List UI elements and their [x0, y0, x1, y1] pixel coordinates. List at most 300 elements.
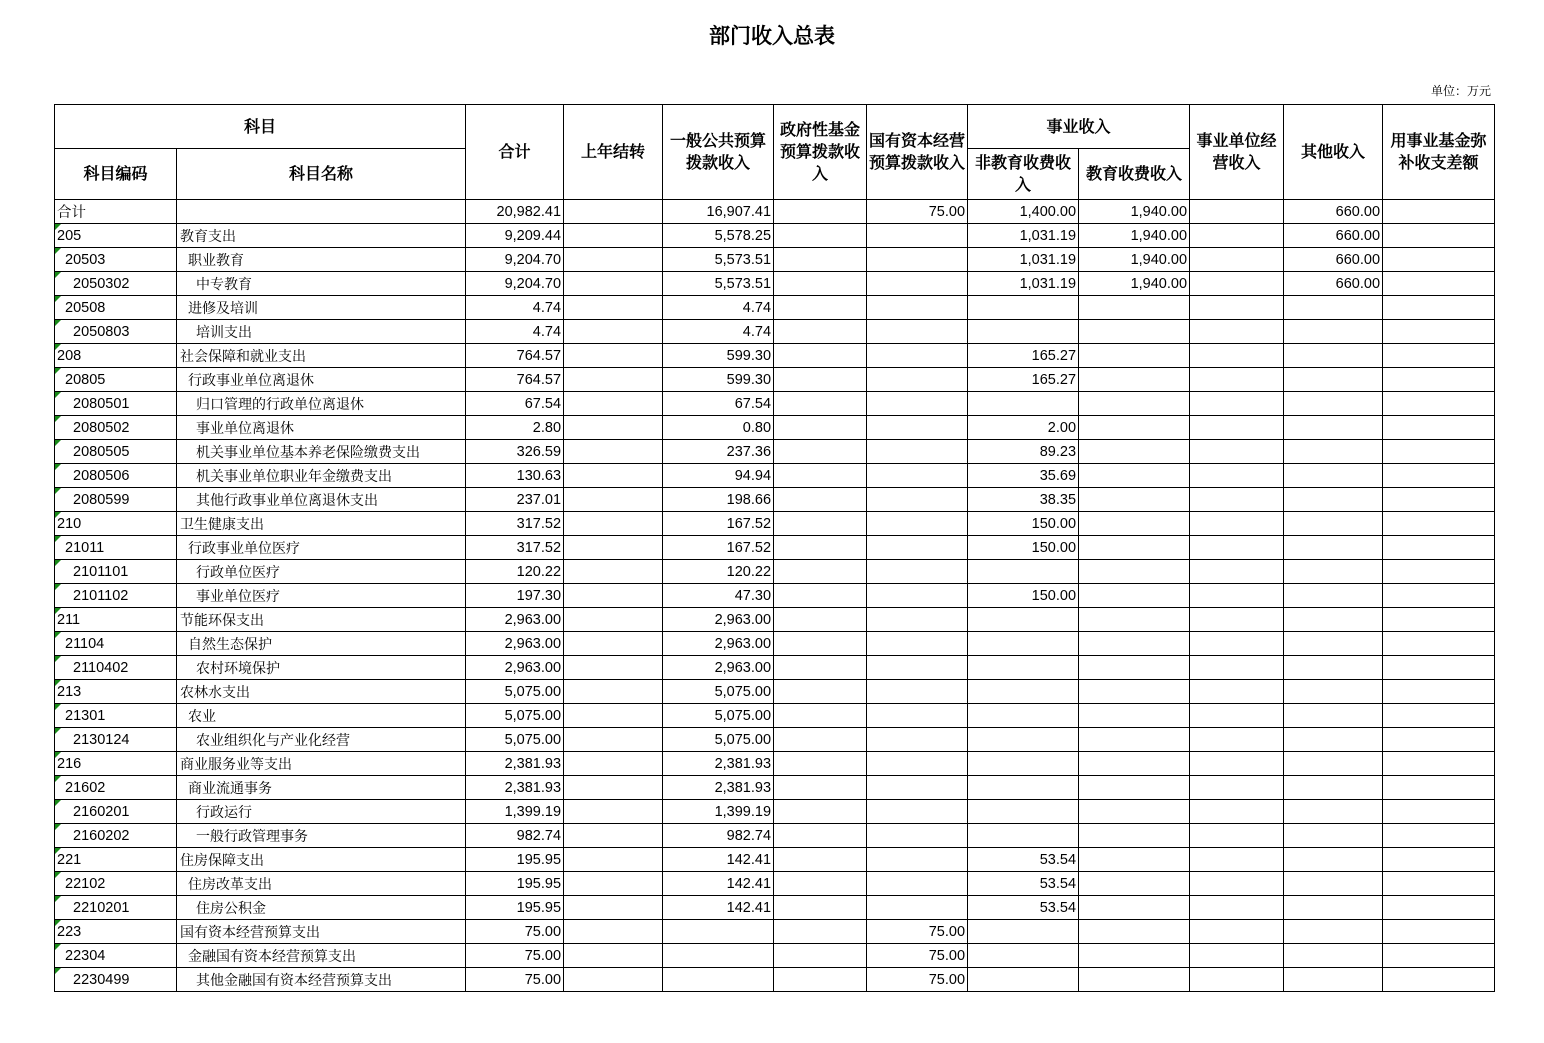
cell-non-edu-fee [968, 824, 1079, 848]
cell-state-capital [867, 320, 968, 344]
cell-code: 20805 [55, 368, 177, 392]
cell-total: 4.74 [466, 320, 564, 344]
cell-non-edu-fee: 35.69 [968, 464, 1079, 488]
cell-name: 住房改革支出 [177, 872, 466, 896]
cell-gov-fund [774, 536, 867, 560]
cell-name: 教育支出 [177, 224, 466, 248]
cell-gov-fund [774, 320, 867, 344]
cell-other-income: 660.00 [1284, 248, 1383, 272]
cell-state-capital [867, 728, 968, 752]
cell-non-edu-fee: 1,400.00 [968, 200, 1079, 224]
cell-name: 行政单位医疗 [177, 560, 466, 584]
cell-code: 2210201 [55, 896, 177, 920]
header-total: 合计 [466, 105, 564, 200]
cell-name: 农业 [177, 704, 466, 728]
cell-gov-fund [774, 968, 867, 992]
cell-total: 2,963.00 [466, 608, 564, 632]
header-fund-makeup: 用事业基金弥补收支差额 [1383, 105, 1495, 200]
table-row [55, 968, 1495, 992]
cell-total: 5,075.00 [466, 680, 564, 704]
cell-edu-fee [1079, 824, 1190, 848]
cell-fund-makeup [1383, 392, 1495, 416]
cell-gov-fund [774, 368, 867, 392]
cell-name: 事业单位离退休 [177, 416, 466, 440]
cell-total: 195.95 [466, 848, 564, 872]
cell-gov-fund [774, 248, 867, 272]
cell-total: 326.59 [466, 440, 564, 464]
cell-non-edu-fee: 53.54 [968, 872, 1079, 896]
cell-code: 22102 [55, 872, 177, 896]
cell-edu-fee [1079, 464, 1190, 488]
cell-general-budget: 2,963.00 [663, 632, 774, 656]
cell-non-edu-fee: 165.27 [968, 344, 1079, 368]
cell-total: 75.00 [466, 920, 564, 944]
cell-carryover [564, 968, 663, 992]
cell-total: 9,204.70 [466, 248, 564, 272]
cell-general-budget: 599.30 [663, 344, 774, 368]
cell-non-edu-fee: 89.23 [968, 440, 1079, 464]
cell-other-income [1284, 656, 1383, 680]
cell-fund-makeup [1383, 272, 1495, 296]
cell-gov-fund [774, 584, 867, 608]
cell-code: 2080502 [55, 416, 177, 440]
cell-total: 2,963.00 [466, 632, 564, 656]
cell-other-income [1284, 584, 1383, 608]
cell-general-budget: 4.74 [663, 296, 774, 320]
cell-name: 机关事业单位职业年金缴费支出 [177, 464, 466, 488]
cell-other-income [1284, 944, 1383, 968]
cell-edu-fee [1079, 368, 1190, 392]
cell-general-budget: 94.94 [663, 464, 774, 488]
cell-general-budget [663, 944, 774, 968]
cell-non-edu-fee: 53.54 [968, 848, 1079, 872]
cell-state-capital [867, 656, 968, 680]
table-row [55, 584, 1495, 608]
cell-name: 社会保障和就业支出 [177, 344, 466, 368]
header-subject: 科目 [55, 105, 466, 149]
cell-fund-makeup [1383, 872, 1495, 896]
unit-label: 单位：万元 [1430, 84, 1491, 98]
header-non-edu-fee: 非教育收费收入 [968, 149, 1079, 200]
cell-code: 21301 [55, 704, 177, 728]
cell-code: 2101102 [55, 584, 177, 608]
cell-general-budget [663, 920, 774, 944]
cell-other-income [1284, 392, 1383, 416]
cell-operating-income [1190, 632, 1284, 656]
cell-code: 2050302 [55, 272, 177, 296]
cell-fund-makeup [1383, 416, 1495, 440]
cell-name: 住房公积金 [177, 896, 466, 920]
cell-state-capital [867, 872, 968, 896]
cell-gov-fund [774, 800, 867, 824]
cell-operating-income [1190, 920, 1284, 944]
cell-name: 行政事业单位离退休 [177, 368, 466, 392]
cell-total: 5,075.00 [466, 728, 564, 752]
cell-state-capital [867, 272, 968, 296]
cell-edu-fee [1079, 536, 1190, 560]
cell-code: 21011 [55, 536, 177, 560]
cell-edu-fee: 1,940.00 [1079, 224, 1190, 248]
cell-non-edu-fee [968, 608, 1079, 632]
cell-gov-fund [774, 944, 867, 968]
cell-carryover [564, 752, 663, 776]
cell-fund-makeup [1383, 728, 1495, 752]
cell-carryover [564, 224, 663, 248]
cell-total: 2.80 [466, 416, 564, 440]
cell-total: 9,209.44 [466, 224, 564, 248]
cell-other-income [1284, 296, 1383, 320]
cell-operating-income [1190, 656, 1284, 680]
cell-gov-fund [774, 464, 867, 488]
cell-carryover [564, 536, 663, 560]
cell-code: 216 [55, 752, 177, 776]
cell-carryover [564, 440, 663, 464]
cell-gov-fund [774, 488, 867, 512]
cell-carryover [564, 200, 663, 224]
table-row [55, 392, 1495, 416]
cell-non-edu-fee: 165.27 [968, 368, 1079, 392]
cell-operating-income [1190, 800, 1284, 824]
cell-state-capital [867, 392, 968, 416]
cell-code: 223 [55, 920, 177, 944]
cell-carryover [564, 728, 663, 752]
cell-general-budget: 5,578.25 [663, 224, 774, 248]
cell-general-budget: 5,075.00 [663, 704, 774, 728]
cell-general-budget: 142.41 [663, 872, 774, 896]
cell-state-capital [867, 704, 968, 728]
cell-name: 卫生健康支出 [177, 512, 466, 536]
cell-other-income [1284, 512, 1383, 536]
cell-general-budget: 198.66 [663, 488, 774, 512]
cell-other-income [1284, 776, 1383, 800]
cell-state-capital: 75.00 [867, 200, 968, 224]
cell-operating-income [1190, 824, 1284, 848]
table-row [55, 704, 1495, 728]
table-row [55, 464, 1495, 488]
cell-operating-income [1190, 680, 1284, 704]
cell-general-budget: 142.41 [663, 896, 774, 920]
header-code: 科目编码 [55, 149, 177, 200]
cell-operating-income [1190, 296, 1284, 320]
header-general-budget: 一般公共预算拨款收入 [663, 105, 774, 200]
cell-gov-fund [774, 896, 867, 920]
cell-other-income [1284, 440, 1383, 464]
cell-code: 210 [55, 512, 177, 536]
cell-non-edu-fee [968, 920, 1079, 944]
cell-code: 2080505 [55, 440, 177, 464]
cell-operating-income [1190, 944, 1284, 968]
cell-carryover [564, 272, 663, 296]
cell-operating-income [1190, 512, 1284, 536]
cell-total: 317.52 [466, 536, 564, 560]
cell-carryover [564, 320, 663, 344]
cell-carryover [564, 848, 663, 872]
cell-state-capital [867, 368, 968, 392]
cell-non-edu-fee: 1,031.19 [968, 272, 1079, 296]
table-row [55, 896, 1495, 920]
cell-state-capital [867, 776, 968, 800]
cell-state-capital [867, 584, 968, 608]
cell-other-income [1284, 608, 1383, 632]
cell-gov-fund [774, 752, 867, 776]
cell-gov-fund [774, 632, 867, 656]
cell-code: 21104 [55, 632, 177, 656]
cell-edu-fee [1079, 872, 1190, 896]
cell-other-income [1284, 680, 1383, 704]
cell-fund-makeup [1383, 752, 1495, 776]
cell-carryover [564, 296, 663, 320]
cell-operating-income [1190, 368, 1284, 392]
cell-name: 职业教育 [177, 248, 466, 272]
cell-operating-income [1190, 776, 1284, 800]
cell-code: 20503 [55, 248, 177, 272]
cell-non-edu-fee [968, 944, 1079, 968]
cell-edu-fee: 1,940.00 [1079, 248, 1190, 272]
cell-edu-fee [1079, 392, 1190, 416]
table-row [55, 944, 1495, 968]
table-row [55, 296, 1495, 320]
cell-other-income [1284, 800, 1383, 824]
cell-state-capital [867, 440, 968, 464]
table-row [55, 752, 1495, 776]
cell-carryover [564, 464, 663, 488]
cell-fund-makeup [1383, 776, 1495, 800]
cell-operating-income [1190, 608, 1284, 632]
cell-fund-makeup [1383, 296, 1495, 320]
cell-gov-fund [774, 656, 867, 680]
page-title: 部门收入总表 [709, 23, 835, 48]
cell-operating-income [1190, 752, 1284, 776]
cell-total: 67.54 [466, 392, 564, 416]
cell-non-edu-fee: 53.54 [968, 896, 1079, 920]
cell-operating-income [1190, 320, 1284, 344]
cell-edu-fee [1079, 512, 1190, 536]
cell-non-edu-fee [968, 752, 1079, 776]
cell-name [177, 200, 466, 224]
cell-other-income [1284, 824, 1383, 848]
cell-other-income [1284, 344, 1383, 368]
table-row [55, 728, 1495, 752]
cell-non-edu-fee [968, 656, 1079, 680]
cell-code: 2130124 [55, 728, 177, 752]
table-row [55, 776, 1495, 800]
cell-operating-income [1190, 248, 1284, 272]
cell-code: 221 [55, 848, 177, 872]
cell-code: 2160201 [55, 800, 177, 824]
cell-total: 130.63 [466, 464, 564, 488]
cell-carryover [564, 680, 663, 704]
table-row [55, 512, 1495, 536]
cell-code: 20508 [55, 296, 177, 320]
cell-general-budget: 47.30 [663, 584, 774, 608]
cell-code: 22304 [55, 944, 177, 968]
cell-non-edu-fee [968, 632, 1079, 656]
table-row [55, 824, 1495, 848]
cell-total: 75.00 [466, 944, 564, 968]
cell-gov-fund [774, 512, 867, 536]
cell-state-capital: 75.00 [867, 944, 968, 968]
cell-edu-fee [1079, 320, 1190, 344]
cell-carryover [564, 512, 663, 536]
cell-gov-fund [774, 344, 867, 368]
cell-non-edu-fee [968, 704, 1079, 728]
cell-code: 2230499 [55, 968, 177, 992]
cell-general-budget: 2,963.00 [663, 656, 774, 680]
cell-operating-income [1190, 704, 1284, 728]
cell-fund-makeup [1383, 344, 1495, 368]
cell-other-income [1284, 368, 1383, 392]
cell-gov-fund [774, 728, 867, 752]
cell-other-income [1284, 560, 1383, 584]
cell-fund-makeup [1383, 248, 1495, 272]
cell-operating-income [1190, 224, 1284, 248]
cell-edu-fee [1079, 416, 1190, 440]
cell-state-capital [867, 608, 968, 632]
table-row [55, 416, 1495, 440]
table-row [55, 800, 1495, 824]
cell-gov-fund [774, 776, 867, 800]
table-row [55, 632, 1495, 656]
cell-code: 2160202 [55, 824, 177, 848]
cell-operating-income [1190, 344, 1284, 368]
cell-total: 197.30 [466, 584, 564, 608]
cell-total: 764.57 [466, 368, 564, 392]
cell-general-budget: 67.54 [663, 392, 774, 416]
cell-total: 1,399.19 [466, 800, 564, 824]
table-row [55, 440, 1495, 464]
cell-gov-fund [774, 440, 867, 464]
cell-general-budget: 16,907.41 [663, 200, 774, 224]
cell-gov-fund [774, 872, 867, 896]
cell-operating-income [1190, 968, 1284, 992]
cell-total: 237.01 [466, 488, 564, 512]
cell-fund-makeup [1383, 608, 1495, 632]
cell-general-budget: 5,573.51 [663, 272, 774, 296]
cell-operating-income [1190, 560, 1284, 584]
cell-carryover [564, 944, 663, 968]
cell-name: 农林水支出 [177, 680, 466, 704]
cell-other-income [1284, 416, 1383, 440]
cell-total: 317.52 [466, 512, 564, 536]
cell-edu-fee [1079, 632, 1190, 656]
cell-state-capital [867, 824, 968, 848]
cell-edu-fee [1079, 968, 1190, 992]
cell-carryover [564, 488, 663, 512]
cell-gov-fund [774, 560, 867, 584]
cell-other-income: 660.00 [1284, 200, 1383, 224]
header-operating-income: 事业单位经营收入 [1190, 105, 1284, 200]
cell-state-capital [867, 512, 968, 536]
cell-name: 行政事业单位医疗 [177, 536, 466, 560]
cell-code: 合计 [55, 200, 177, 224]
cell-fund-makeup [1383, 536, 1495, 560]
cell-fund-makeup [1383, 584, 1495, 608]
cell-other-income [1284, 320, 1383, 344]
cell-edu-fee [1079, 344, 1190, 368]
income-summary-table [54, 104, 1495, 992]
cell-general-budget: 5,075.00 [663, 680, 774, 704]
cell-operating-income [1190, 416, 1284, 440]
cell-other-income [1284, 536, 1383, 560]
cell-state-capital [867, 848, 968, 872]
cell-general-budget: 167.52 [663, 536, 774, 560]
cell-state-capital [867, 224, 968, 248]
cell-edu-fee: 1,940.00 [1079, 200, 1190, 224]
header-state-capital: 国有资本经营预算拨款收入 [867, 105, 968, 200]
header-carryover: 上年结转 [564, 105, 663, 200]
cell-carryover [564, 872, 663, 896]
cell-state-capital [867, 800, 968, 824]
header-gov-fund: 政府性基金预算拨款收入 [774, 105, 867, 200]
cell-name: 其他行政事业单位离退休支出 [177, 488, 466, 512]
cell-total: 2,381.93 [466, 752, 564, 776]
cell-edu-fee [1079, 728, 1190, 752]
cell-state-capital [867, 536, 968, 560]
cell-name: 一般行政管理事务 [177, 824, 466, 848]
table-row [55, 200, 1495, 224]
cell-edu-fee [1079, 296, 1190, 320]
table-row [55, 608, 1495, 632]
cell-operating-income [1190, 896, 1284, 920]
cell-carryover [564, 392, 663, 416]
header-career-income: 事业收入 [968, 105, 1190, 149]
cell-non-edu-fee: 2.00 [968, 416, 1079, 440]
cell-carryover [564, 584, 663, 608]
cell-other-income [1284, 464, 1383, 488]
cell-code: 21602 [55, 776, 177, 800]
cell-name: 中专教育 [177, 272, 466, 296]
cell-edu-fee [1079, 896, 1190, 920]
cell-non-edu-fee [968, 800, 1079, 824]
table-row [55, 872, 1495, 896]
cell-name: 培训支出 [177, 320, 466, 344]
cell-edu-fee [1079, 848, 1190, 872]
cell-gov-fund [774, 920, 867, 944]
cell-state-capital [867, 464, 968, 488]
cell-carryover [564, 248, 663, 272]
cell-general-budget: 599.30 [663, 368, 774, 392]
cell-other-income [1284, 872, 1383, 896]
cell-gov-fund [774, 272, 867, 296]
cell-non-edu-fee [968, 560, 1079, 584]
cell-edu-fee [1079, 920, 1190, 944]
cell-state-capital [867, 416, 968, 440]
cell-name: 节能环保支出 [177, 608, 466, 632]
cell-total: 120.22 [466, 560, 564, 584]
cell-name: 商业流通事务 [177, 776, 466, 800]
cell-non-edu-fee [968, 680, 1079, 704]
cell-non-edu-fee: 150.00 [968, 584, 1079, 608]
cell-other-income [1284, 632, 1383, 656]
cell-non-edu-fee: 150.00 [968, 512, 1079, 536]
cell-carryover [564, 344, 663, 368]
cell-other-income [1284, 848, 1383, 872]
cell-other-income [1284, 752, 1383, 776]
cell-total: 195.95 [466, 896, 564, 920]
table-row [55, 560, 1495, 584]
cell-state-capital [867, 632, 968, 656]
cell-general-budget: 1,399.19 [663, 800, 774, 824]
cell-code: 205 [55, 224, 177, 248]
table-row [55, 656, 1495, 680]
cell-operating-income [1190, 728, 1284, 752]
cell-fund-makeup [1383, 464, 1495, 488]
cell-operating-income [1190, 872, 1284, 896]
cell-operating-income [1190, 440, 1284, 464]
cell-state-capital: 75.00 [867, 920, 968, 944]
cell-other-income [1284, 728, 1383, 752]
cell-total: 75.00 [466, 968, 564, 992]
